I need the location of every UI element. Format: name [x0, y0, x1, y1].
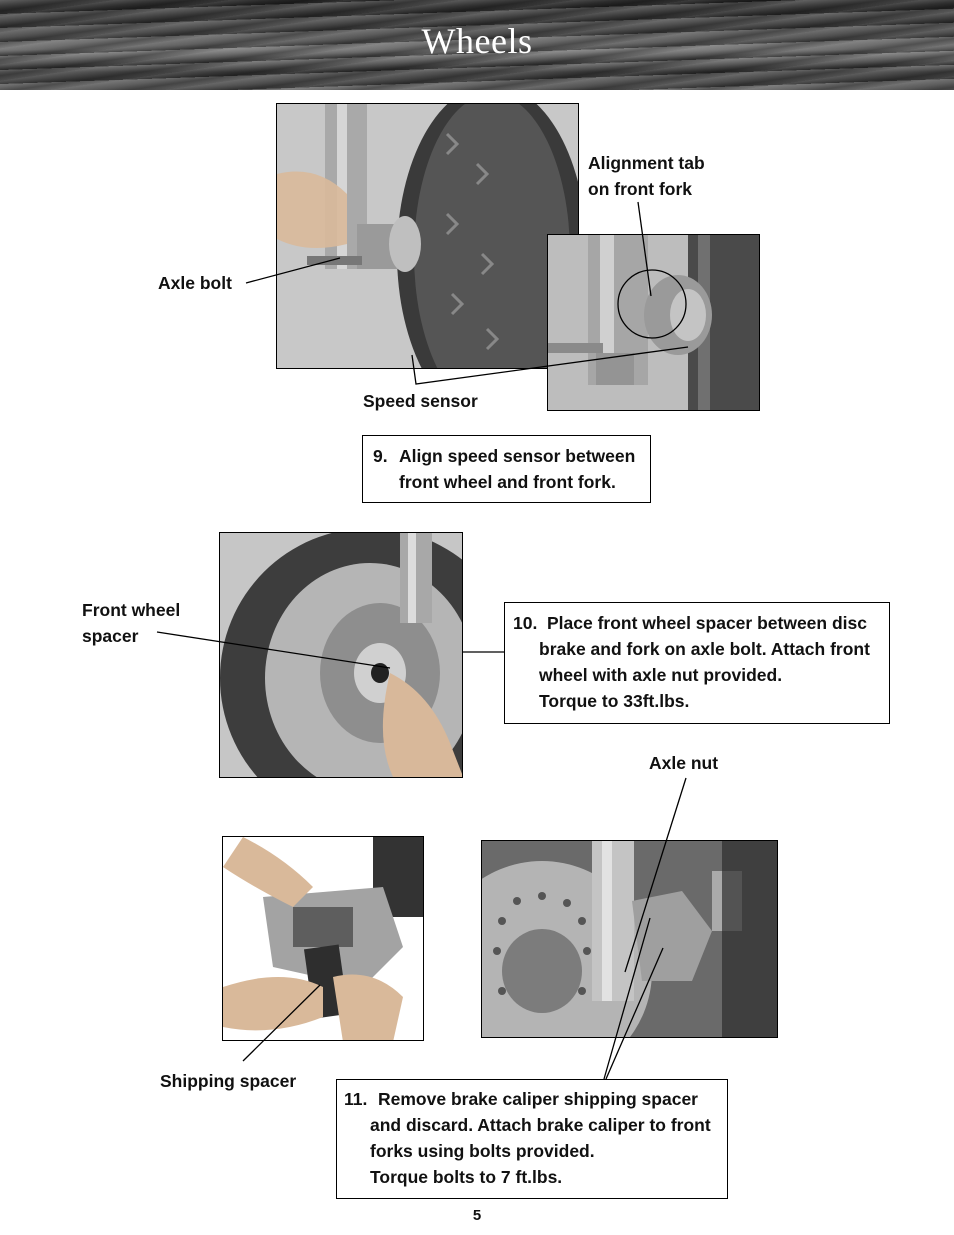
label-front-wheel-spacer-line1: Front wheel [82, 600, 181, 620]
label-shipping-spacer: Shipping spacer [160, 1071, 297, 1091]
step-10-line: Torque to 33ft.lbs. [539, 691, 690, 711]
step-11-line: and discard. Attach brake caliper to front [370, 1115, 711, 1135]
step-11-box [336, 1079, 728, 1199]
label-axle-nut: Axle nut [649, 753, 719, 773]
label-alignment-tab-line1: Alignment tab [588, 153, 705, 173]
disc-wheel-illustration [220, 533, 463, 778]
caliper-installed-illustration [482, 841, 778, 1038]
page-number: 5 [472, 1207, 482, 1224]
step-11-line: Torque bolts to 7 ft.lbs. [370, 1167, 563, 1187]
step-9-line: front wheel and front fork. [399, 472, 616, 492]
header-banner [0, 0, 954, 90]
label-front-wheel-spacer [82, 597, 180, 649]
step-9-line: Align speed sensor between [399, 446, 636, 466]
photo-brake-caliper-spacer [222, 836, 424, 1041]
step-10-line: wheel with axle nut provided. [539, 665, 783, 685]
step-11-number: 11. [344, 1089, 368, 1109]
step-10-number: 10. [513, 613, 538, 633]
step-9-box [362, 435, 651, 503]
label-axle-bolt: Axle bolt [158, 273, 232, 293]
caliper-hands-illustration [223, 837, 424, 1041]
photo-alignment-tab-closeup [547, 234, 760, 411]
step-10-line: brake and fork on axle bolt. Attach front [539, 639, 870, 659]
step-10-box [504, 602, 890, 724]
label-alignment-tab-line2: on front fork [588, 179, 693, 199]
wheel-fork-illustration [277, 104, 579, 369]
label-alignment-tab [588, 150, 705, 202]
photo-brake-caliper-installed [481, 840, 778, 1038]
step-10-text [539, 610, 870, 714]
photo-front-wheel-spacer [219, 532, 463, 778]
step-10-line: Place front wheel spacer between disc [547, 613, 867, 633]
photo-axle-bolt-wheel [276, 103, 579, 369]
page-title: Wheels [421, 21, 533, 61]
fork-closeup-illustration [548, 235, 760, 411]
label-speed-sensor: Speed sensor [363, 391, 478, 411]
step-9-number: 9. [373, 446, 388, 466]
step-11-line: Remove brake caliper shipping spacer [378, 1089, 698, 1109]
label-front-wheel-spacer-line2: spacer [82, 626, 139, 646]
step-9-text [399, 443, 635, 495]
step-11-line: forks using bolts provided. [370, 1141, 595, 1161]
step-11-text [370, 1086, 711, 1190]
